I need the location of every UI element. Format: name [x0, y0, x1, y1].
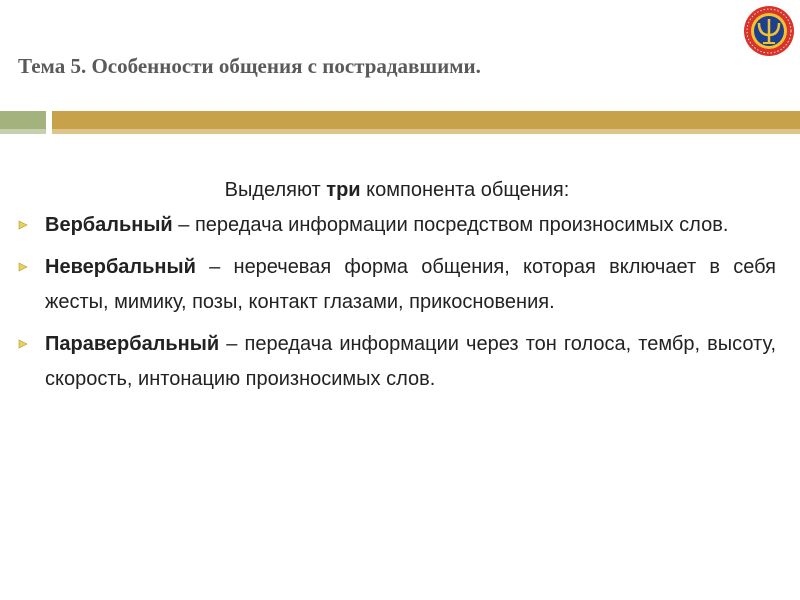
item-text: – передача информации посредством произносимых слов.	[172, 214, 729, 236]
arrow-bullet-icon	[18, 339, 28, 349]
components-list	[18, 208, 776, 397]
intro-text-bold: три	[326, 179, 361, 201]
item-term: Вербальный	[45, 214, 173, 236]
list-item-nonverbal	[18, 250, 776, 320]
item-text: – передача информации через тон голоса, тембр, высоту, скорость, интонацию произносимых слов.	[45, 333, 776, 390]
intro-line	[18, 172, 776, 208]
intro-text-before: Выделяют	[224, 179, 327, 201]
item-term: Паравербальный	[45, 333, 220, 355]
list-item-verbal	[18, 208, 776, 243]
list-item-paraverbal	[18, 327, 776, 397]
slide-content	[18, 172, 776, 404]
arrow-bullet-icon	[18, 262, 28, 272]
item-term: Невербальный	[45, 256, 196, 278]
decor-bar-right	[52, 111, 800, 134]
intro-text-after: компонента общения:	[360, 179, 570, 201]
arrow-bullet-icon	[18, 220, 28, 230]
slide-title: Тема 5. Особенности общения с пострадавшими.	[18, 54, 481, 78]
item-text: – неречевая форма общения, которая включает в себя жесты, мимику, позы, контакт глазами, прикосновения.	[45, 256, 776, 313]
decor-bar-left	[0, 111, 46, 134]
psi-emblem-icon	[743, 5, 795, 57]
